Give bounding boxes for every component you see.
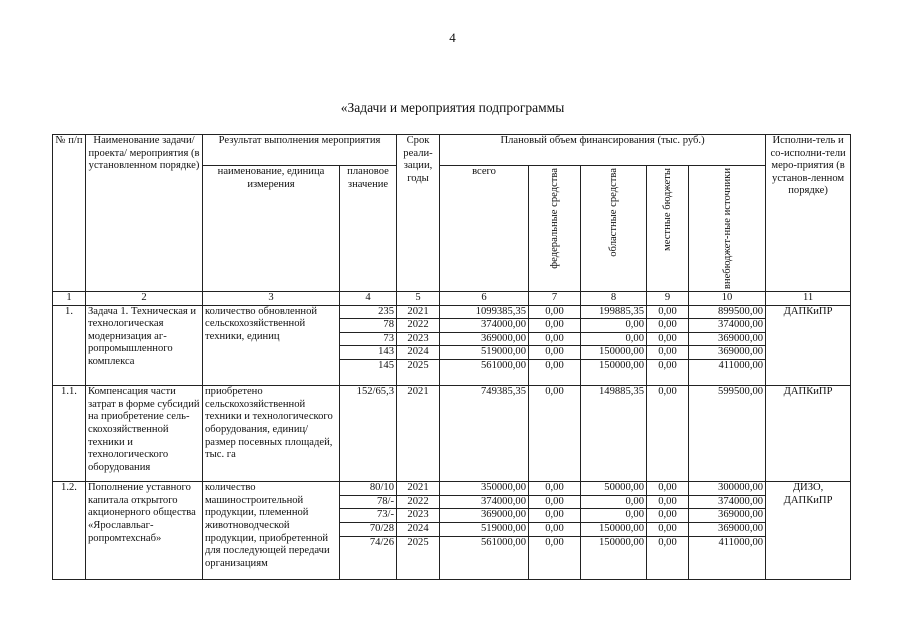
- spacer-cell: [647, 549, 689, 579]
- col-number: 8: [581, 292, 647, 306]
- local: 0,00: [647, 509, 689, 523]
- col-number: 6: [440, 292, 529, 306]
- other: 374000,00: [689, 495, 766, 509]
- total: 369000,00: [440, 509, 529, 523]
- year: 2025: [397, 360, 440, 373]
- regional: 199885,35: [581, 305, 647, 319]
- total: 374000,00: [440, 495, 529, 509]
- spacer-cell: [529, 549, 581, 579]
- federal: 0,00: [529, 346, 581, 360]
- regional: 150000,00: [581, 346, 647, 360]
- federal: 0,00: [529, 536, 581, 549]
- total: 1099385,35: [440, 305, 529, 319]
- local: 0,00: [647, 332, 689, 346]
- year: 2023: [397, 332, 440, 346]
- planned-value: 78/-: [340, 495, 397, 509]
- result-name: количество обновленной сельскохозяйственной техники, единиц: [203, 305, 340, 385]
- header-federal-cell: [529, 166, 581, 292]
- spacer-cell: [581, 373, 647, 386]
- spacer-cell: [440, 549, 529, 579]
- col-number: 10: [689, 292, 766, 306]
- regional: 150000,00: [581, 523, 647, 537]
- table-body: [53, 305, 851, 579]
- spacer-cell: [529, 399, 581, 482]
- header-local-cell: [647, 166, 689, 292]
- local: 0,00: [647, 386, 689, 399]
- result-name: приобретено сельскохозяйственной техники и технологического оборудования, единиц/ размер посевных площадей, тыс. га: [203, 386, 340, 482]
- local: 0,00: [647, 360, 689, 373]
- program-table: [52, 134, 851, 580]
- other: 411000,00: [689, 360, 766, 373]
- total: 749385,35: [440, 386, 529, 399]
- planned-value: 145: [340, 360, 397, 373]
- total: 374000,00: [440, 319, 529, 333]
- local: 0,00: [647, 495, 689, 509]
- planned-value: 80/10: [340, 482, 397, 496]
- row-number: 1.2.: [53, 482, 86, 579]
- other: 411000,00: [689, 536, 766, 549]
- spacer-cell: [689, 549, 766, 579]
- spacer-cell: [529, 373, 581, 386]
- col-number: 3: [203, 292, 340, 306]
- other: 300000,00: [689, 482, 766, 496]
- spacer-cell: [397, 399, 440, 482]
- other: 369000,00: [689, 509, 766, 523]
- col-number: 4: [340, 292, 397, 306]
- local: 0,00: [647, 482, 689, 496]
- regional: 149885,35: [581, 386, 647, 399]
- other: 369000,00: [689, 523, 766, 537]
- spacer-cell: [397, 373, 440, 386]
- federal: 0,00: [529, 386, 581, 399]
- row-number: 1.1.: [53, 386, 86, 482]
- planned-value: 73: [340, 332, 397, 346]
- local: 0,00: [647, 305, 689, 319]
- header-name: Наименование задачи/проекта/ мероприятия (в установленном порядке): [86, 135, 203, 292]
- total: 561000,00: [440, 360, 529, 373]
- year: 2022: [397, 319, 440, 333]
- task-name: Пополнение уставного капитала открытого акционерного общества «Ярославльаг-ропромтехснаб»: [86, 482, 203, 579]
- total: 519000,00: [440, 346, 529, 360]
- regional: 0,00: [581, 509, 647, 523]
- year: 2023: [397, 509, 440, 523]
- task-name: Компенсация части затрат в форме субсидий на приобретение сель-скохозяйственной техники и технологического оборудования: [86, 386, 203, 482]
- total: 519000,00: [440, 523, 529, 537]
- header-executor: Исполни-тель и со-исполни-тели меро-приятия (в установ-ленном порядке): [766, 135, 851, 292]
- year: 2021: [397, 305, 440, 319]
- result-name: количество машиностроительной продукции, племенной животноводческой продукции, приобретенной для последующей передачи организациям: [203, 482, 340, 579]
- table-row: [53, 482, 851, 496]
- spacer-cell: [440, 399, 529, 482]
- federal: 0,00: [529, 509, 581, 523]
- header-result-value: плановое значение: [340, 166, 397, 292]
- spacer-cell: [581, 549, 647, 579]
- page-number: 4: [449, 30, 456, 45]
- spacer-cell: [689, 399, 766, 482]
- year: 2022: [397, 495, 440, 509]
- planned-value: 70/28: [340, 523, 397, 537]
- executor: ДАПКиПР: [766, 305, 851, 385]
- page-title: «Задачи и мероприятия подпрограммы: [340, 100, 565, 115]
- other: 899500,00: [689, 305, 766, 319]
- executor: ДАПКиПР: [766, 386, 851, 482]
- local: 0,00: [647, 319, 689, 333]
- federal: 0,00: [529, 523, 581, 537]
- header-local: местные бюджеты: [662, 168, 674, 251]
- col-number: 5: [397, 292, 440, 306]
- federal: 0,00: [529, 332, 581, 346]
- header-term: Срок реали-зации, годы: [397, 135, 440, 292]
- federal: 0,00: [529, 305, 581, 319]
- other: 369000,00: [689, 346, 766, 360]
- local: 0,00: [647, 346, 689, 360]
- header-result-name: наименование, единица измерения: [203, 166, 340, 292]
- year: 2025: [397, 536, 440, 549]
- regional: 0,00: [581, 495, 647, 509]
- column-numbers-row: [53, 292, 851, 306]
- header-regional-cell: [581, 166, 647, 292]
- col-number: 11: [766, 292, 851, 306]
- table-row: [53, 386, 851, 399]
- col-number: 2: [86, 292, 203, 306]
- spacer-cell: [340, 373, 397, 386]
- total: 350000,00: [440, 482, 529, 496]
- other: 374000,00: [689, 319, 766, 333]
- planned-value: 74/26: [340, 536, 397, 549]
- other: 369000,00: [689, 332, 766, 346]
- header-result: Результат выполнения мероприятия: [203, 135, 397, 166]
- local: 0,00: [647, 523, 689, 537]
- federal: 0,00: [529, 495, 581, 509]
- header-other-cell: [689, 166, 766, 292]
- regional: 50000,00: [581, 482, 647, 496]
- spacer-cell: [340, 399, 397, 482]
- col-number: 9: [647, 292, 689, 306]
- header-finance: Плановый объем финансирования (тыс. руб.): [440, 135, 766, 166]
- planned-value: 143: [340, 346, 397, 360]
- spacer-cell: [689, 373, 766, 386]
- federal: 0,00: [529, 319, 581, 333]
- header-total: всего: [440, 166, 529, 292]
- planned-value: 235: [340, 305, 397, 319]
- spacer-cell: [647, 373, 689, 386]
- spacer-cell: [340, 549, 397, 579]
- planned-value: 73/-: [340, 509, 397, 523]
- planned-value: 78: [340, 319, 397, 333]
- spacer-cell: [440, 373, 529, 386]
- task-name: Задача 1. Техническая и технологическая модернизация аг-ропромышленного комплекса: [86, 305, 203, 385]
- year: 2024: [397, 523, 440, 537]
- regional: 0,00: [581, 332, 647, 346]
- spacer-cell: [397, 549, 440, 579]
- federal: 0,00: [529, 360, 581, 373]
- spacer-cell: [647, 399, 689, 482]
- year: 2021: [397, 482, 440, 496]
- table-row: [53, 305, 851, 319]
- total: 561000,00: [440, 536, 529, 549]
- regional: 150000,00: [581, 536, 647, 549]
- header-row-1: [53, 135, 851, 166]
- regional: 0,00: [581, 319, 647, 333]
- col-number: 7: [529, 292, 581, 306]
- year: 2024: [397, 346, 440, 360]
- row-number: 1.: [53, 305, 86, 385]
- executor: ДИЗО, ДАПКиПР: [766, 482, 851, 579]
- other: 599500,00: [689, 386, 766, 399]
- spacer-cell: [581, 399, 647, 482]
- header-federal: федеральные средства: [549, 168, 561, 269]
- year: 2021: [397, 386, 440, 399]
- federal: 0,00: [529, 482, 581, 496]
- col-number: 1: [53, 292, 86, 306]
- header-num: № п/п: [53, 135, 86, 292]
- header-regional: областные средства: [608, 168, 620, 257]
- planned-value: 152/65,3: [340, 386, 397, 399]
- header-other: внебюджет-ные источники: [721, 168, 733, 290]
- total: 369000,00: [440, 332, 529, 346]
- regional: 150000,00: [581, 360, 647, 373]
- local: 0,00: [647, 536, 689, 549]
